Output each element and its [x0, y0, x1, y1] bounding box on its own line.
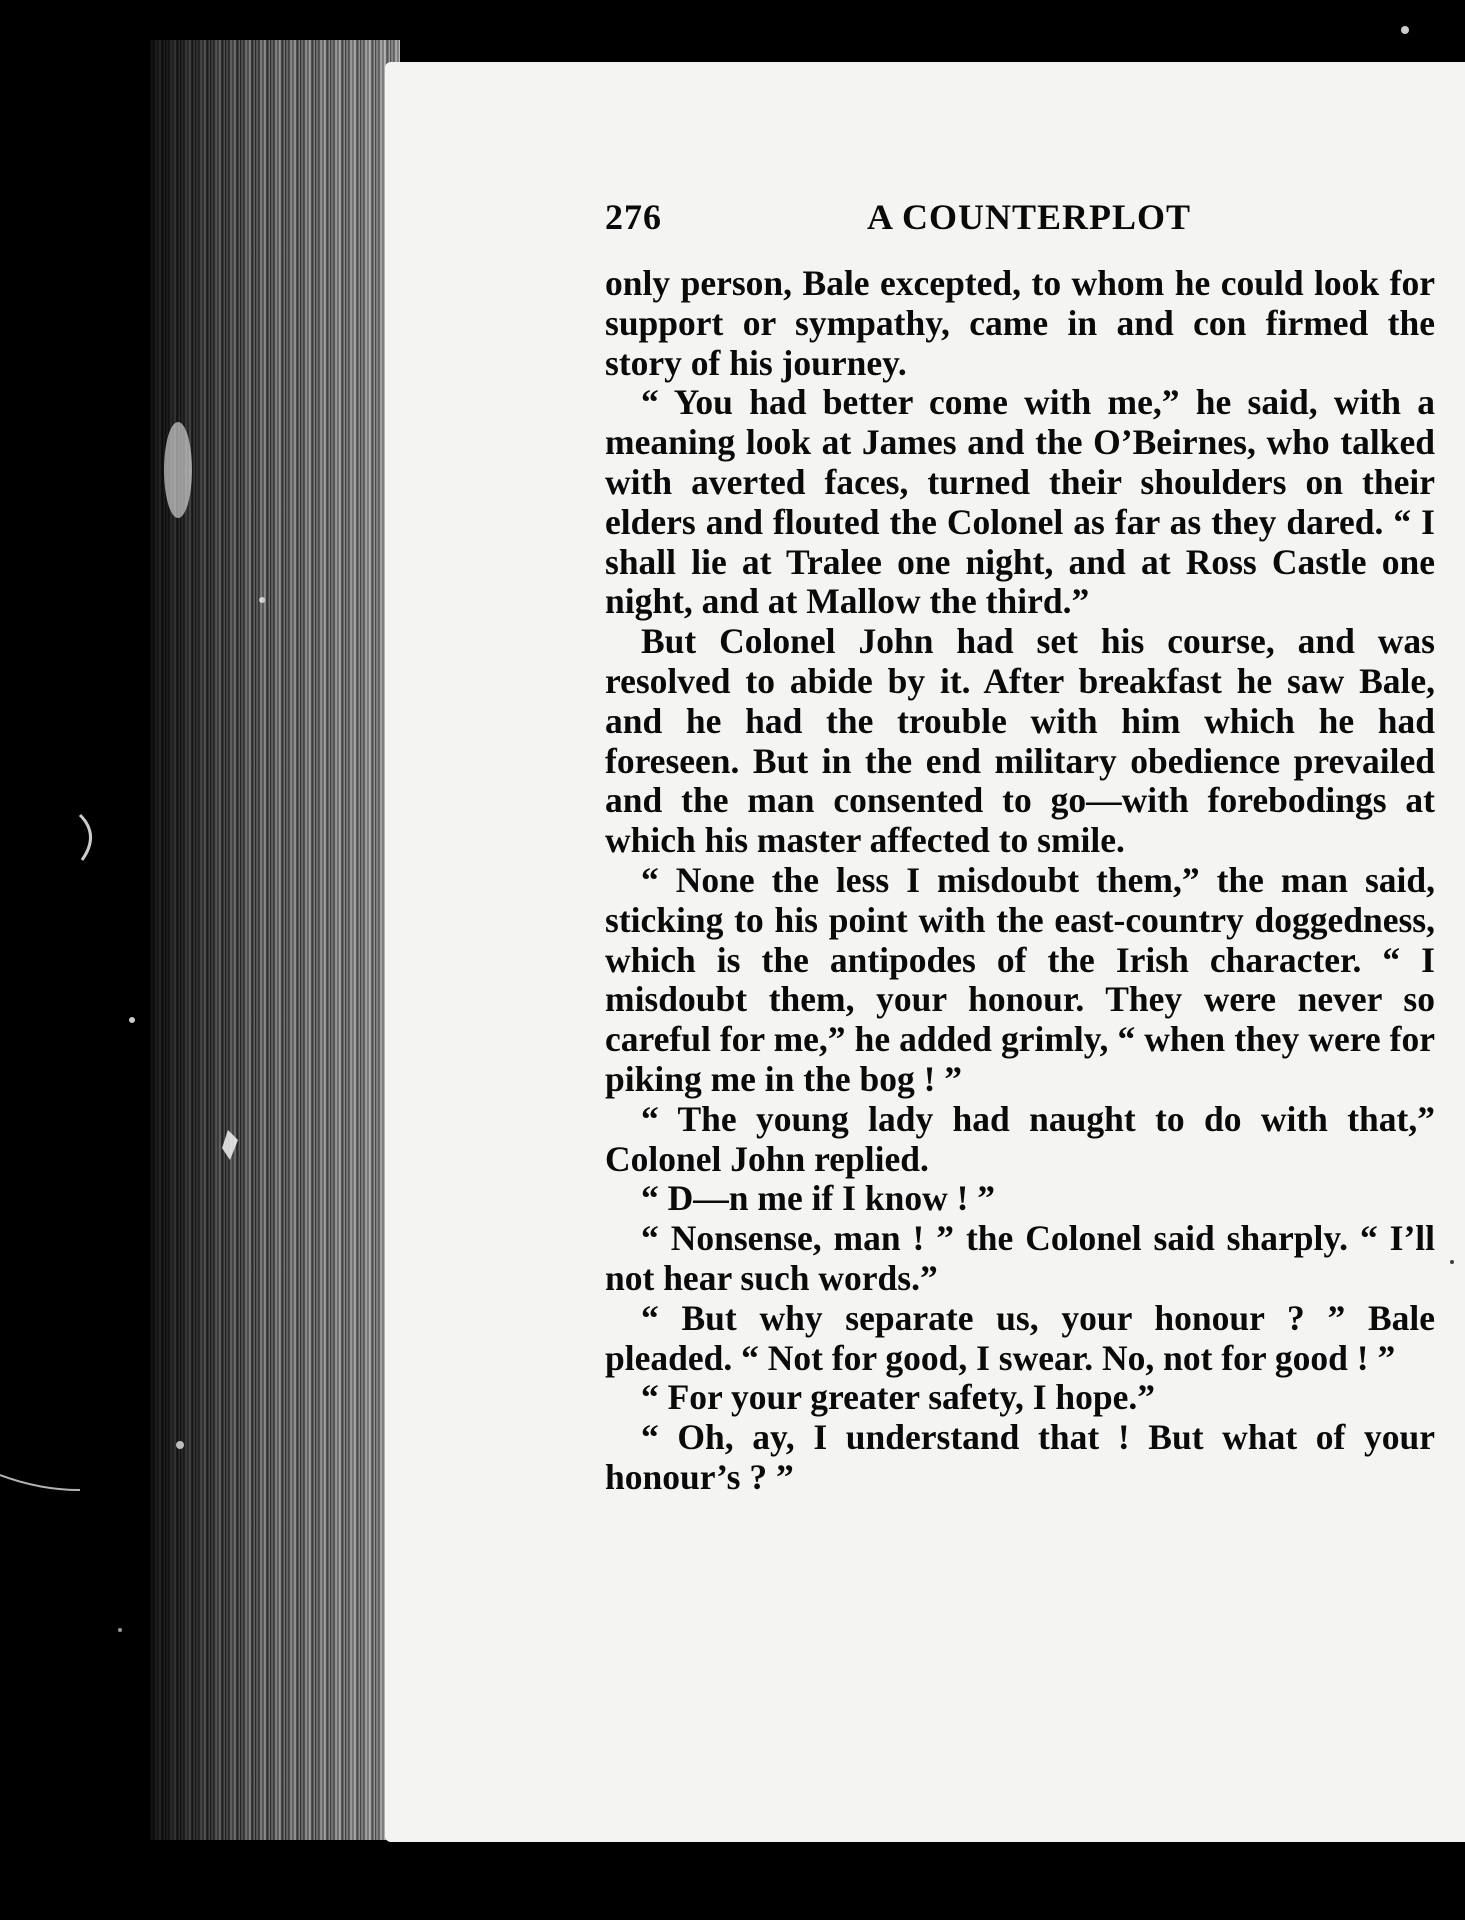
paragraph: “ You had better come with me,” he said, with a meaning look at James and the O’Beirnes, who talked with averted faces, turned their shoulders on their elders and flouted the Colonel as far as they dared. “ I shall lie at Tralee one night, and at Ross Castle one night, and at Mallow the third.”: [605, 382, 1435, 622]
paragraph: “ Oh, ay, I understand that ! But what of your honour’s ? ”: [605, 1417, 1435, 1497]
paragraph: “ Nonsense, man ! ” the Colonel said sharply. “ I’ll not hear such words.”: [605, 1218, 1435, 1298]
running-head: [605, 196, 1435, 244]
running-title: A COUNTERPLOT: [867, 197, 1192, 237]
paragraph: But Colonel John had set his course, and was resolved to abide by it. After breakfast he saw Bale, and he had the trouble with him which he had foreseen. But in the end military obedience prevailed and the man consented to go—with forebodings at which his master affected to smile.: [605, 621, 1435, 861]
body-text: [605, 264, 1435, 1498]
paragraph: “ But why separate us, your honour ? ” Bale pleaded. “ Not for good, I swear. No, not for good ! ”: [605, 1297, 1435, 1378]
page-content: [605, 196, 1435, 1498]
paragraph: “ None the less I misdoubt them,” the man said, sticking to his point with the east-country doggedness, which is the antipodes of the Irish character. “ I misdoubt them, your honour. They were never so careful for me,” he added grimly, “ when they were for piking me in the bog ! ”: [605, 859, 1435, 1099]
paragraph: only person, Bale excepted, to whom he could look for support or sympathy, came in and con firmed the story of his journey.: [605, 263, 1435, 383]
paragraph: “ For your greater safety, I hope.”: [641, 1377, 1156, 1418]
paragraph: “ D—n me if I know ! ”: [641, 1178, 996, 1219]
page-number: 276: [605, 197, 662, 237]
gutter-shadow: [150, 40, 400, 1840]
paragraph: “ The young lady had naught to do with that,” Colonel John replied.: [605, 1098, 1435, 1179]
